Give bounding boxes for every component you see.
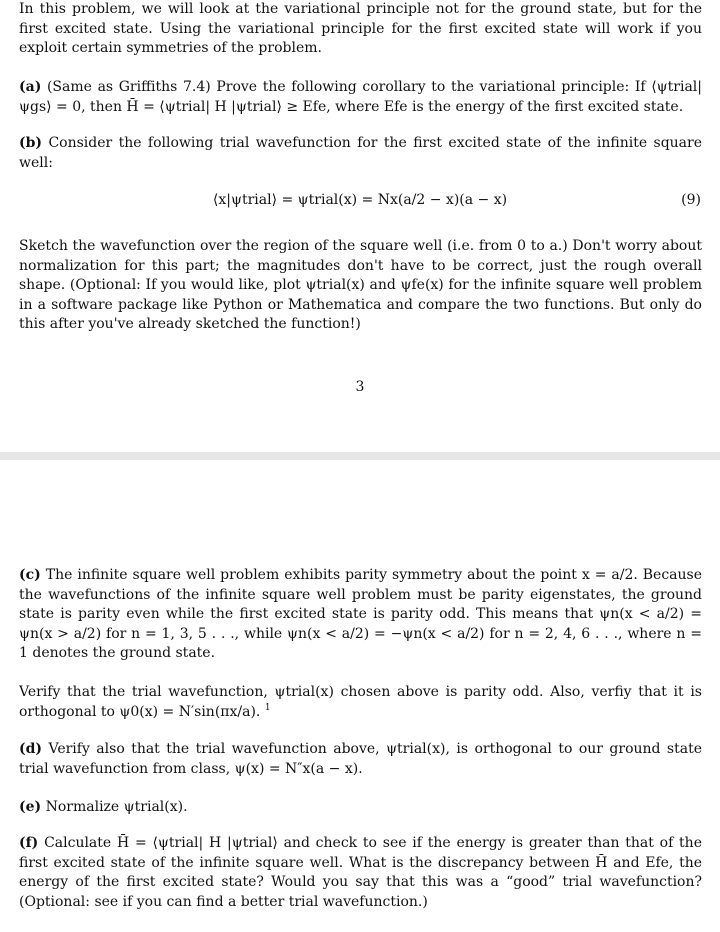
footnote-mark: 1: [264, 702, 271, 713]
part-a-text: (Same as Griffiths 7.4) Prove the following corollary to the variational principle: If ⟨ψtrial|ψgs⟩ = 0, then H̄ = ⟨ψtrial| H |ψtrial⟩ ≥ Efe, where Efe is the energy of the first excited state.: [19, 79, 702, 115]
part-b: [19, 134, 702, 173]
equation-9-number: (9): [681, 192, 701, 208]
part-b-text: Consider the following trial wavefunction for the first excited state of the infinite square well:: [19, 135, 703, 171]
page-separator: [0, 452, 720, 460]
page-number: 3: [355, 379, 365, 395]
part-c: [19, 566, 702, 664]
equation-9-formula: ⟨x|ψtrial⟩ = ψtrial(x) = Nx(a/2 − x)(a − x): [212, 192, 508, 208]
part-c-label: (c): [19, 567, 41, 583]
part-d: [19, 740, 702, 779]
part-e: [19, 798, 702, 818]
part-f-label: (f): [19, 835, 39, 851]
part-e-text: Normalize ψtrial(x).: [45, 799, 188, 815]
part-c-followup: [19, 683, 702, 722]
part-c-text: The infinite square well problem exhibits parity symmetry about the point x = a/2. Because the wavefunctions of the infinite square well problem must be parity eigenstates, the ground state is parity even while the first excited state is parity odd. This means that ψn(x < a/2) = ψn(x > a/2) for n = 1, 3, 5 . . ., while ψn(x < a/2) = −ψn(x < a/2) for n = 2, 4, 6 . . ., where n = 1 denotes the ground state.: [19, 567, 703, 662]
part-e-label: (e): [19, 799, 42, 815]
equation-9: [0, 191, 720, 211]
part-f: [19, 834, 702, 912]
part-d-label: (d): [19, 741, 43, 757]
part-a-label: (a): [19, 79, 42, 95]
part-c-followup-text: Verify that the trial wavefunction, ψtrial(x) chosen above is parity odd. Also, verfiy that it is orthogonal to ψ0(x) = N′sin(πx/a).: [19, 684, 702, 720]
part-d-text: Verify also that the trial wavefunction above, ψtrial(x), is orthogonal to our ground state trial wavefunction from class, ψ(x) = N″x(a − x).: [19, 741, 702, 777]
page-3: [0, 0, 720, 452]
intro-paragraph: In this problem, we will look at the variational principle not for the ground state, but for the first excited state. Using the variational principle for the first excited state will work if you exploit certain symmetries of the problem.: [19, 1, 702, 57]
page-4: [0, 460, 720, 932]
part-a: [19, 78, 702, 117]
part-f-text: Calculate H̄ = ⟨ψtrial| H |ψtrial⟩ and check to see if the energy is greater than that of the first excited state of the infinite square well. What is the discrepancy between H̄ and Efe, the energy of the first excited state? Would you say that this was a “good” trial wavefunction? (Optional: see if you can find a better trial wavefunction.): [19, 835, 702, 910]
part-b-label: (b): [19, 135, 43, 151]
part-b-followup: Sketch the wavefunction over the region of the square well (i.e. from 0 to a.) Don't worry about normalization for this part; the magnitudes don't have to be correct, just the rough overall shape. (Optional: If you would like, plot ψtrial(x) and ψfe(x) for the infinite square well problem in a software package like Python or Mathematica and compare the two functions. But only do this after you've already sketched the function!): [19, 238, 702, 333]
